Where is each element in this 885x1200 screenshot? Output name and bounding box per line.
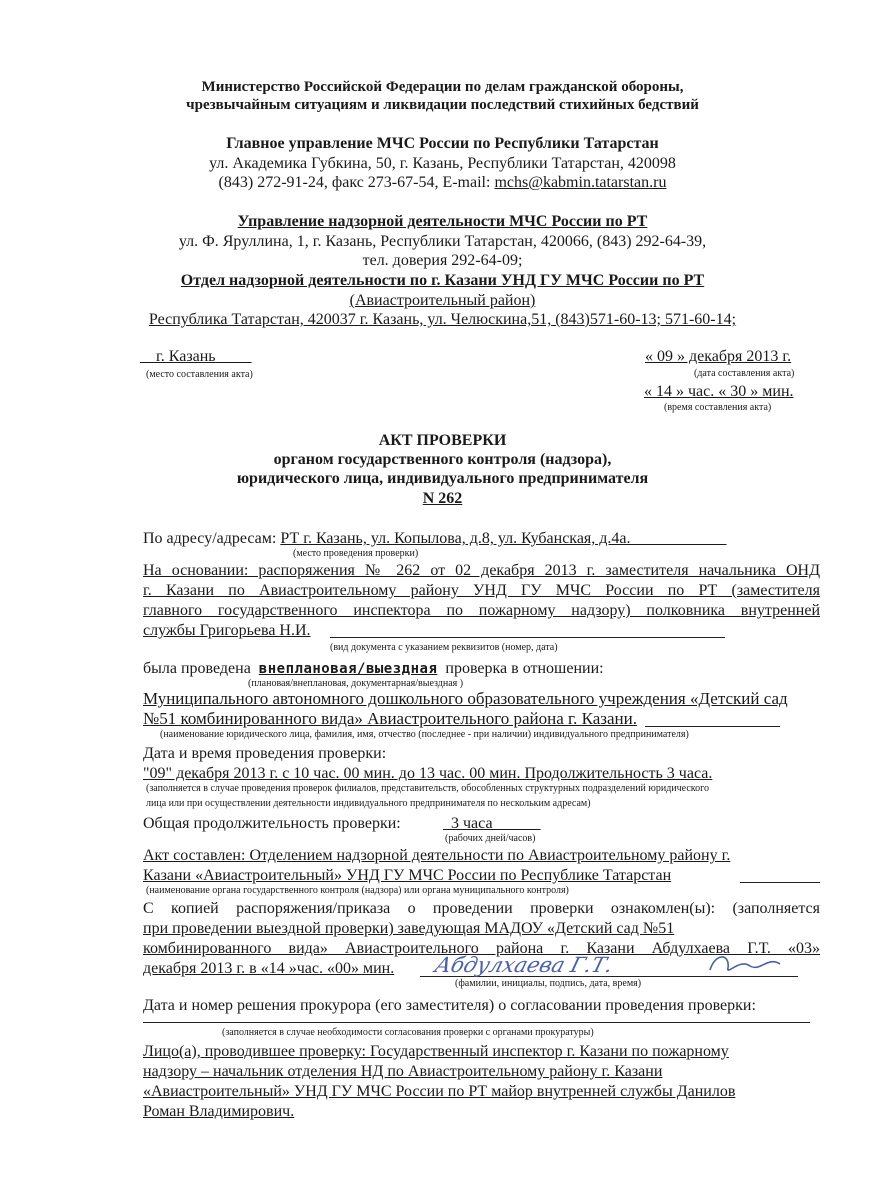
ministry-line-1: Министерство Российской Федерации по делам гражданской обороны, [201, 79, 684, 95]
act-title: АКТ ПРОВЕРКИ [378, 432, 507, 449]
signature-image [430, 948, 790, 982]
inspector-line: Роман Владимирович. [143, 1103, 295, 1120]
place-label: (место составления акта) [146, 369, 253, 380]
composed-line: Акт составлен: Отделением надзорной деятельности по Авиастроительному району г. [143, 847, 731, 864]
duration-value: 3 часа [451, 815, 493, 832]
district: (Авиастроительный район) [349, 292, 536, 309]
supervision-title: Управление надзорной деятельности МЧС России по РТ [237, 213, 648, 230]
main-contacts [0, 174, 885, 192]
inspector-line: Лицо(а), проводившее проверку: Государственный инспектор г. Казани по пожарному [143, 1043, 729, 1060]
address-field: По адресу/адресам: РТ г. Казань, ул. Копылова, д.8, ул. Кубанская, д.4а. [143, 530, 631, 547]
inspection-type-row: была проведена внеплановая/выездная проверка в отношении: [143, 660, 604, 677]
prosecutor-label: Дата и номер решения прокурора (его заместителя) о согласовании проведения проверки: [143, 997, 756, 1014]
entity-line: №51 комбинированного вида» Авиастроительного района г. Казани. [143, 709, 637, 728]
time-value: « 14 » час. « 30 » мин. [644, 383, 794, 400]
inspector-line: надзору – начальник отделения НД по Авиастроительному району г. Казани [143, 1063, 663, 1080]
basis-line: г. Казани по Авиастроительному району УНД ГУ МЧС России по РТ (заместителя [143, 582, 820, 599]
main-address: ул. Академика Губкина, 50, г. Казань, Республики Татарстан, 420098 [209, 155, 676, 172]
date-value: « 09 » декабря 2013 г. [645, 348, 792, 365]
date-label: (дата составления акта) [694, 368, 795, 379]
acquainted-line: комбинированного вида» Авиастроительного района г. Казани Абдулхаева Г.Т. «03» [143, 940, 820, 957]
basis-line: На основании: распоряжения № 262 от 02 декабря 2013 г. заместителя начальника ОНД [143, 562, 820, 579]
acquainted-line: декабря 2013 г. в «14 »час. «00» мин. [143, 960, 395, 977]
inspection-type-value: внеплановая/выездная [258, 661, 438, 677]
basis-line: главного государственного инспектора по пожарному надзору) полковника внутренней [143, 602, 820, 619]
act-subtitle-2: юридического лица, индивидуального предпринимателя [236, 470, 649, 487]
duration-label: Общая продолжительность проверки: [143, 815, 401, 832]
address-hint: (место проведения проверки) [293, 548, 419, 559]
composed-line: Казани «Авиастроительный» УНД ГУ МЧС России по Республике Татарстан [143, 867, 672, 884]
entity-line: Муниципального автономного дошкольного образовательного учреждения «Детский сад [143, 689, 788, 708]
supervision-hotline: тел. доверия 292-64-09; [362, 252, 523, 269]
place-value: г. Казань [156, 348, 216, 365]
email-link[interactable]: mchs@kabmin.tatarstan.ru [494, 174, 667, 191]
main-department: Главное управление МЧС России по Республики Татарстан [226, 135, 659, 152]
inspector-line: «Авиастроительный» УНД ГУ МЧС России по РТ майор внутренней службы Данилов [143, 1083, 736, 1100]
datetime-label: Дата и время проведения проверки: [143, 745, 387, 762]
acquainted-line: при проведении выездной проверки) заведующая МАДОУ «Детский сад №51 [143, 920, 675, 937]
prosecutor-hint: (заполняется в случае необходимости согласования проверки с органами прокуратуры) [222, 1027, 594, 1038]
basis-hint: (вид документа с указанием реквизитов (номер, дата) [330, 642, 558, 653]
act-number: N 262 [422, 490, 463, 507]
time-label: (время составления акта) [664, 402, 772, 413]
ministry-line-2: чрезвычайным ситуациям и ликвидации последствий стихийных бедствий [186, 97, 699, 113]
duration-hint: (рабочих дней/часов) [445, 833, 536, 844]
department-title: Отдел надзорной деятельности по г. Казани УНД ГУ МЧС России по РТ [180, 272, 705, 289]
basis-line: службы Григорьева Н.И. [143, 622, 311, 639]
datetime-hint-2: лица или при осуществлении деятельности индивидуального предпринимателя по нескольким адресам) [146, 798, 591, 809]
datetime-hint-1: (заполняется в случае проведения проверок филиалов, представительств, обособленных структурных подразделений юридического [146, 783, 710, 794]
composed-hint: (наименование органа государственного контроля (надзора) или органа муниципального контроля) [146, 885, 569, 896]
acquainted-hint: (фамилии, инициалы, подпись, дата, время) [455, 978, 642, 989]
acquainted-line: С копией распоряжения/приказа о проведении проверки ознакомлен(ы): (заполняется [143, 900, 820, 917]
department-address: Республика Татарстан, 420037 г. Казань, ул. Челюскина,51, (843)571-60-13; 571-60-14; [148, 311, 737, 328]
entity-hint: (наименование юридического лица, фамилия, имя, отчество (последнее - при наличии) индивидуального предпринимателя) [160, 729, 689, 740]
supervision-address: ул. Ф. Яруллина, 1, г. Казань, Республики Татарстан, 420066, (843) 292-64-39, [178, 233, 707, 250]
act-subtitle-1: органом государственного контроля (надзора), [273, 451, 612, 468]
signature-text: Абдулхаева Г.Т. [431, 953, 616, 978]
datetime-value: "09" декабря 2013 г. с 10 час. 00 мин. до 13 час. 00 мин. Продолжительность 3 часа. [143, 765, 713, 782]
main-phone: (843) 272-91-24, факс 273-67-54, E-mail: [218, 174, 495, 191]
inspection-type-hint: (плановая/внеплановая, документарная/выездная ) [248, 678, 464, 689]
